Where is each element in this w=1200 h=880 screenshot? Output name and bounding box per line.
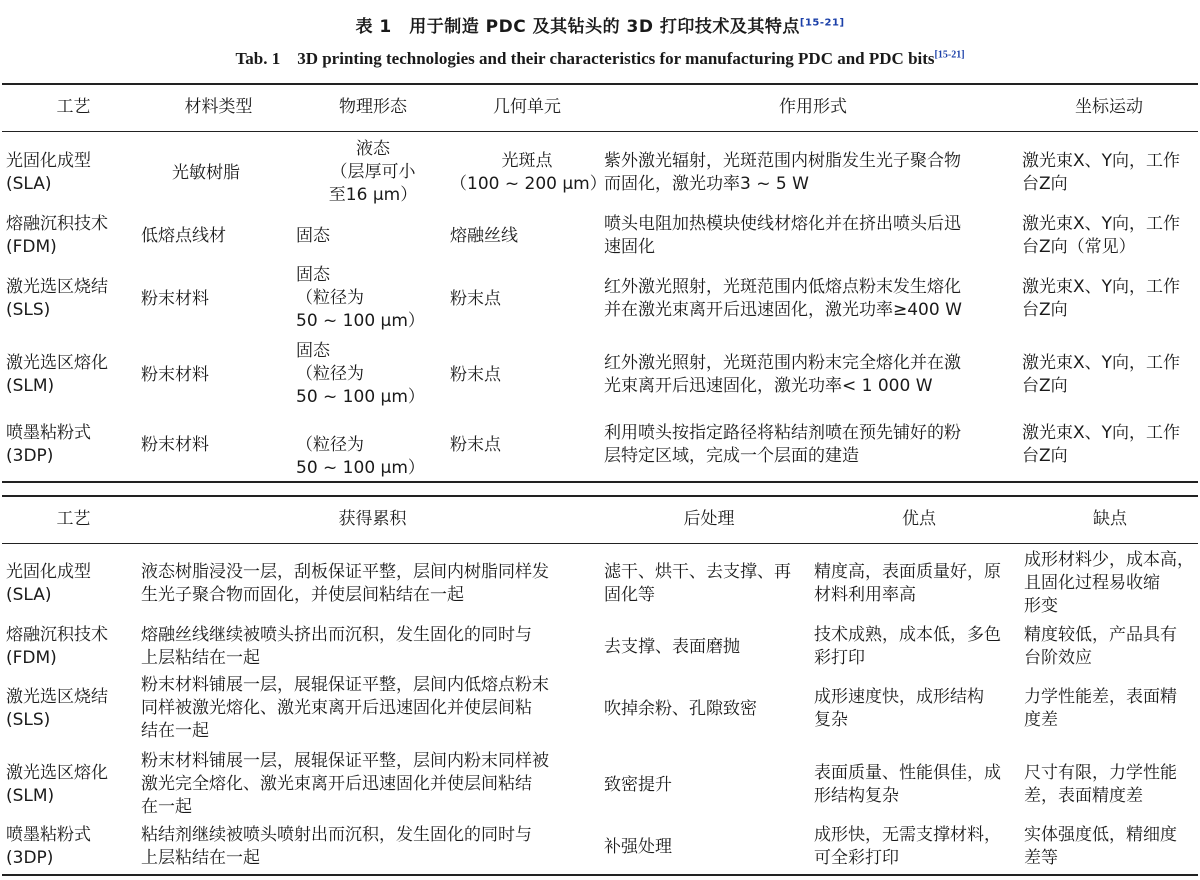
table2-cell-cons: 成形材料少，成本高， 且固化过程易收缩 形变	[1024, 550, 1194, 616]
caption-en-reference: [15-21]	[934, 49, 965, 61]
table1-cell-unit: 光斑点 （100 ~ 200 μm）	[450, 151, 607, 194]
table1-header-unit: 几何单元	[493, 97, 561, 117]
table2-cell-pros: 成形速度快，成形结构 复杂	[814, 687, 984, 730]
table2-header-cons: 缺点	[1093, 509, 1127, 529]
table2-cell-post: 吹掉余粉、孔隙致密	[604, 699, 757, 719]
table1-cell-form: （粒径为 50 ~ 100 μm）	[296, 435, 425, 478]
table1-header-material: 材料类型	[184, 97, 253, 117]
table2-cell-pros: 技术成熟，成本低，多色 彩打印	[814, 625, 1001, 668]
table2-header-accumulation: 获得累积	[338, 509, 407, 529]
table1-header-motion: 坐标运动	[1075, 97, 1143, 117]
table2-cell-pros: 成形快，无需支撑材料， 可全彩打印	[814, 825, 1001, 868]
table2-cell-process: 喷墨粘粉式 (3DP)	[6, 825, 91, 868]
table1-header-action: 作用形式	[779, 97, 847, 117]
table1-cell-action: 红外激光照射，光斑范围内低熔点粉末发生熔化 并在激光束离开后迅速固化，激光功率≥400 W	[604, 277, 962, 320]
table2-cell-accumulation: 粉末材料铺展一层，展辊保证平整，层间内粉末同样被 激光完全熔化、激光束离开后迅速固化并使层间粘结 在一起	[141, 751, 549, 817]
table1-cell-process: 喷墨粘粉式 (3DP)	[6, 423, 91, 466]
table1-cell-action: 紫外激光辐射，光斑范围内树脂发生光子聚合物 而固化，激光功率3 ~ 5 W	[604, 151, 961, 194]
table2-cell-cons: 实体强度低，精细度 差等	[1024, 825, 1177, 868]
table1-cell-process: 熔融沉积技术 (FDM)	[6, 214, 108, 257]
table2-cell-process: 激光选区熔化 (SLM)	[6, 763, 108, 806]
table2-cell-process: 光固化成型 (SLA)	[6, 562, 91, 605]
table2-cell-cons: 力学性能差，表面精 度差	[1024, 687, 1177, 730]
table2-header-process: 工艺	[56, 509, 91, 529]
table2-header-post: 后处理	[683, 509, 735, 529]
table1-top-rule	[2, 83, 1198, 85]
table1-cell-material: 粉末材料	[141, 289, 209, 309]
table2-cell-process: 激光选区烧结 (SLS)	[6, 687, 108, 730]
table2-cell-post: 补强处理	[604, 837, 672, 857]
table1-cell-action: 利用喷头按指定路径将粘结剂喷在预先铺好的粉 层特定区域，完成一个层面的建造	[604, 423, 961, 466]
caption-cn-text: 表 1 用于制造 PDC 及其钻头的 3D 打印技术及其特点	[355, 17, 800, 37]
table2-header-pros: 优点	[902, 509, 936, 529]
table1-header-form: 物理形态	[339, 97, 407, 117]
table1-cell-material: 低熔点线材	[141, 226, 226, 246]
table2-cell-cons: 尺寸有限，力学性能 差，表面精度差	[1024, 763, 1177, 806]
table1-cell-process: 光固化成型 (SLA)	[6, 151, 91, 194]
table1-cell-motion: 激光束X、Y向，工作 台Z向（常见）	[1022, 214, 1181, 257]
table2-cell-post: 去支撑、表面磨抛	[604, 637, 740, 657]
table1-cell-form: 固态 （粒径为 50 ~ 100 μm）	[296, 341, 425, 407]
caption-en-text: Tab. 1 3D printing technologies and their characteristics for manufacturing PDC and PDC bits	[235, 49, 935, 68]
caption-cn-reference: [15-21]	[799, 17, 845, 29]
table1-cell-action: 红外激光照射，光斑范围内粉末完全熔化并在激 光束离开后迅速固化，激光功率< 1 000 W	[604, 353, 961, 396]
table1-header-process: 工艺	[56, 97, 91, 117]
table1-bottom-rule	[2, 481, 1198, 483]
table2-top-rule	[2, 495, 1198, 497]
table-caption-english	[0, 44, 1200, 69]
table1-cell-unit: 粉末点	[450, 289, 501, 309]
table1-cell-form: 液态 （层厚可小 至16 μm）	[328, 139, 418, 205]
table1-cell-process: 激光选区烧结 (SLS)	[6, 277, 108, 320]
table1-cell-form: 固态	[296, 226, 330, 246]
table2-cell-post: 致密提升	[604, 775, 672, 795]
table1-cell-unit: 熔融丝线	[450, 226, 518, 246]
table2-cell-accumulation: 粘结剂继续被喷头喷射出而沉积，发生固化的同时与 上层粘结在一起	[141, 825, 532, 868]
table2-cell-process: 熔融沉积技术 (FDM)	[6, 625, 108, 668]
table1-cell-form: 固态 （粒径为 50 ~ 100 μm）	[296, 265, 425, 331]
table2-header-rule	[2, 543, 1198, 544]
table1-cell-material: 粉末材料	[141, 435, 209, 455]
table2-cell-accumulation: 液态树脂浸没一层，刮板保证平整，层间内树脂同样发 生光子聚合物而固化，并使层间粘结在一起	[141, 562, 549, 605]
table2-cell-cons: 精度较低，产品具有 台阶效应	[1024, 625, 1177, 668]
table1-cell-motion: 激光束X、Y向，工作 台Z向	[1022, 353, 1181, 396]
table1-cell-material: 粉末材料	[141, 365, 209, 385]
table1-cell-motion: 激光束X、Y向，工作 台Z向	[1022, 277, 1181, 320]
table2-cell-accumulation: 粉末材料铺展一层，展辊保证平整，层间内低熔点粉末 同样被激光熔化、激光束离开后迅速固化并使层间粘 结在一起	[141, 675, 549, 741]
table2-bottom-rule	[2, 874, 1198, 876]
table2-cell-accumulation: 熔融丝线继续被喷头挤出而沉积，发生固化的同时与 上层粘结在一起	[141, 625, 532, 668]
table1-cell-process: 激光选区熔化 (SLM)	[6, 353, 108, 396]
table1-cell-material: 光敏树脂	[172, 163, 240, 183]
table2-cell-pros: 表面质量、性能俱佳，成 形结构复杂	[814, 763, 1001, 806]
table1-cell-motion: 激光束X、Y向，工作 台Z向	[1022, 423, 1181, 466]
table1-cell-unit: 粉末点	[450, 365, 501, 385]
table1-cell-motion: 激光束X、Y向，工作 台Z向	[1022, 151, 1181, 194]
table-caption-chinese	[0, 12, 1200, 37]
table1-cell-action: 喷头电阻加热模块使线材熔化并在挤出喷头后迅 速固化	[604, 214, 961, 257]
table1-cell-unit: 粉末点	[450, 435, 501, 455]
table2-cell-post: 滤干、烘干、去支撑、再 固化等	[604, 562, 791, 605]
table1-header-rule	[2, 131, 1198, 132]
table2-cell-pros: 精度高，表面质量好，原 材料利用率高	[814, 562, 1001, 605]
